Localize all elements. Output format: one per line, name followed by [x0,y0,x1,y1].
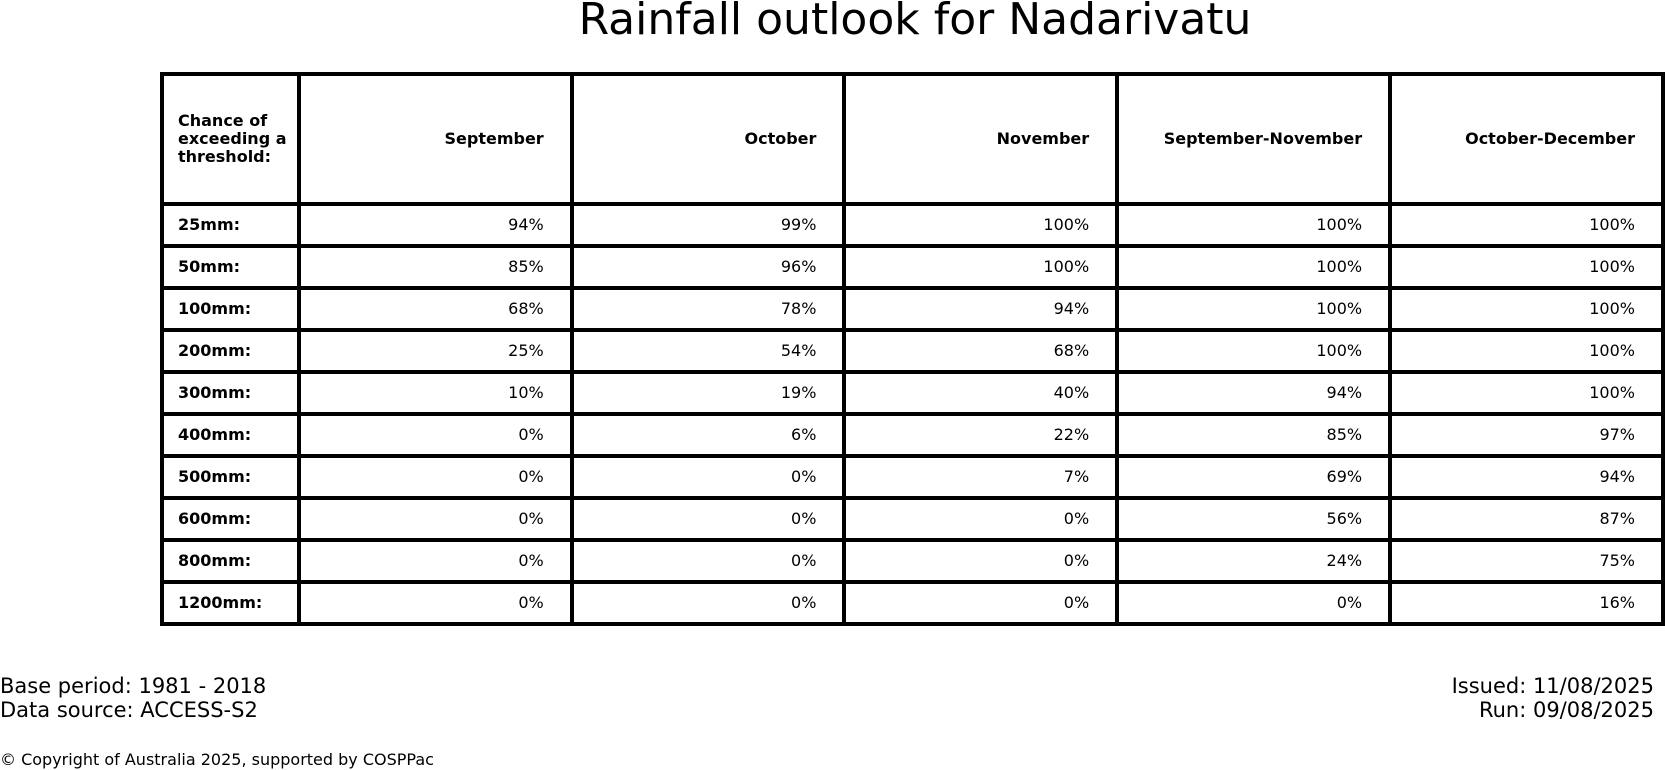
table-cell: 94% [844,288,1117,330]
table-cell: 94% [1117,372,1390,414]
table-cell: 100% [844,204,1117,246]
table-cell: 100% [1117,330,1390,372]
row-label: 25mm: [162,204,299,246]
table-cell: 75% [1390,540,1663,582]
row-label: 500mm: [162,456,299,498]
column-header: October [572,74,845,204]
row-label: 200mm: [162,330,299,372]
table-cell: 69% [1117,456,1390,498]
table-row [162,330,1663,372]
table-cell: 19% [572,372,845,414]
table-cell: 40% [844,372,1117,414]
table-cell: 0% [299,498,572,540]
table-cell: 0% [844,582,1117,624]
table-cell: 25% [299,330,572,372]
table-cell: 22% [844,414,1117,456]
table-cell: 94% [1390,456,1663,498]
table-row [162,288,1663,330]
corner-label: Chance of exceeding a threshold: [162,74,299,204]
table-cell: 6% [572,414,845,456]
table-cell: 94% [299,204,572,246]
table-cell: 0% [299,414,572,456]
table-row [162,204,1663,246]
table-cell: 100% [1390,204,1663,246]
table-cell: 85% [1117,414,1390,456]
column-header: September [299,74,572,204]
table-cell: 0% [299,456,572,498]
row-label: 400mm: [162,414,299,456]
table-cell: 0% [572,540,845,582]
table-cell: 0% [1117,582,1390,624]
table-row [162,372,1663,414]
table-row [162,582,1663,624]
table-cell: 100% [1117,288,1390,330]
row-label: 800mm: [162,540,299,582]
table-cell: 56% [1117,498,1390,540]
table-cell: 100% [844,246,1117,288]
table-cell: 16% [1390,582,1663,624]
table-cell: 0% [299,582,572,624]
table-cell: 85% [299,246,572,288]
table-cell: 97% [1390,414,1663,456]
column-header: November [844,74,1117,204]
table-cell: 87% [1390,498,1663,540]
table-cell: 7% [844,456,1117,498]
base-period-text: Base period: 1981 - 2018 [0,674,267,698]
chart-title: Rainfall outlook for Nadarivatu [578,0,1252,45]
table-cell: 0% [844,498,1117,540]
row-label: 50mm: [162,246,299,288]
table-row [162,498,1663,540]
table-cell: 100% [1117,246,1390,288]
footer-left [0,674,266,722]
issued-date-text: Issued: 11/08/2025 [1451,674,1654,698]
header-row [162,74,1663,204]
table-row [162,540,1663,582]
table-cell: 0% [299,540,572,582]
table-cell: 96% [572,246,845,288]
row-label: 300mm: [162,372,299,414]
table-cell: 10% [299,372,572,414]
table-cell: 78% [572,288,845,330]
table-cell: 100% [1117,204,1390,246]
table-cell: 0% [572,456,845,498]
row-label: 600mm: [162,498,299,540]
table-cell: 54% [572,330,845,372]
column-header: October-December [1390,74,1663,204]
table-row [162,456,1663,498]
table-cell: 24% [1117,540,1390,582]
copyright-text: © Copyright of Australia 2025, supported by COSPPac [0,750,434,769]
table-body [162,204,1663,624]
rainfall-outlook-table [160,72,1665,626]
column-header: September-November [1117,74,1390,204]
table-cell: 0% [572,498,845,540]
table-cell: 100% [1390,246,1663,288]
table-cell: 68% [299,288,572,330]
table-cell: 0% [844,540,1117,582]
table-cell: 100% [1390,288,1663,330]
data-source-text: Data source: ACCESS-S2 [0,698,258,722]
footer-right [1452,674,1654,722]
table-row [162,414,1663,456]
table-cell: 0% [572,582,845,624]
row-label: 1200mm: [162,582,299,624]
table-cell: 100% [1390,372,1663,414]
table-cell: 100% [1390,330,1663,372]
table-row [162,246,1663,288]
run-date-text: Run: 09/08/2025 [1478,698,1654,722]
table-cell: 68% [844,330,1117,372]
table-cell: 99% [572,204,845,246]
row-label: 100mm: [162,288,299,330]
